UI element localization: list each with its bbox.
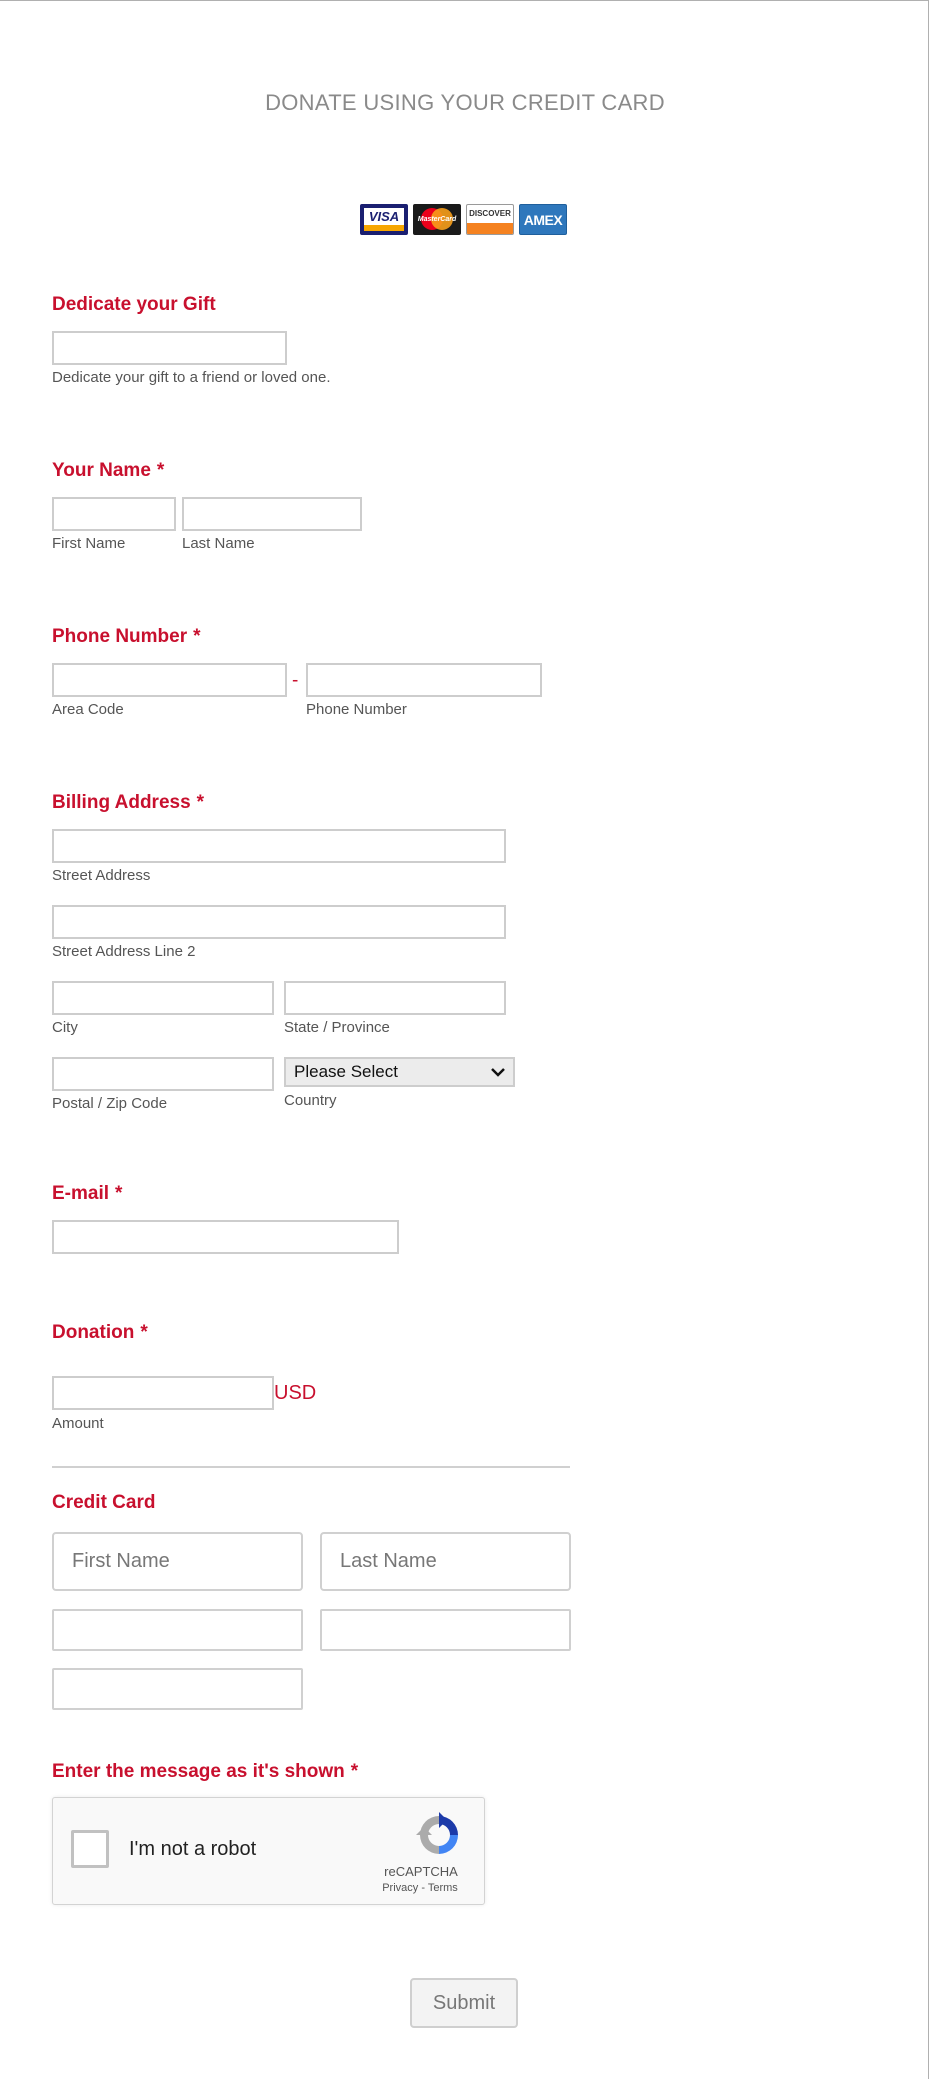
street-address-sublabel: Street Address bbox=[52, 867, 151, 884]
amount-sublabel: Amount bbox=[52, 1415, 104, 1432]
country-select-value: Please Select bbox=[294, 1062, 398, 1081]
area-code-input[interactable] bbox=[52, 663, 287, 697]
state-input[interactable] bbox=[284, 981, 506, 1015]
first-name-sublabel: First Name bbox=[52, 535, 126, 552]
country-sublabel: Country bbox=[284, 1092, 337, 1109]
visa-card-icon: VISA bbox=[360, 204, 408, 235]
email-input[interactable] bbox=[52, 1220, 399, 1254]
recaptcha-brand: reCAPTCHA bbox=[384, 1864, 458, 1879]
email-label: E-mail * bbox=[52, 1183, 123, 1204]
required-marker: * bbox=[193, 626, 201, 647]
name-label: Your Name * bbox=[52, 460, 165, 481]
card-number-input[interactable] bbox=[52, 1609, 303, 1651]
billing-label: Billing Address * bbox=[52, 792, 205, 813]
card-logos bbox=[360, 204, 567, 236]
credit-card-label: Credit Card bbox=[52, 1492, 156, 1513]
postal-code-sublabel: Postal / Zip Code bbox=[52, 1095, 168, 1112]
phone-number-sublabel: Phone Number bbox=[306, 701, 407, 718]
recaptcha-checkbox[interactable] bbox=[71, 1830, 109, 1868]
state-sublabel: State / Province bbox=[284, 1019, 390, 1036]
discover-card-icon: DISCOVER bbox=[466, 204, 514, 235]
required-marker: * bbox=[115, 1183, 123, 1204]
last-name-input[interactable] bbox=[182, 497, 362, 531]
submit-button[interactable]: Submit bbox=[410, 1978, 518, 2028]
currency-label: USD bbox=[274, 1382, 317, 1404]
cc-last-name-input[interactable] bbox=[320, 1532, 571, 1591]
recaptcha-logo-icon bbox=[416, 1812, 462, 1858]
link-separator: - bbox=[418, 1882, 428, 1894]
dedicate-label: Dedicate your Gift bbox=[52, 294, 216, 315]
required-marker: * bbox=[140, 1322, 148, 1343]
cc-first-name-input[interactable] bbox=[52, 1532, 303, 1591]
mastercard-card-icon: MasterCard bbox=[413, 204, 461, 235]
expiration-input[interactable] bbox=[52, 1668, 303, 1710]
recaptcha-links bbox=[370, 1882, 470, 1894]
street-address-2-input[interactable] bbox=[52, 905, 506, 939]
captcha-label: Enter the message as it's shown * bbox=[52, 1761, 359, 1782]
required-marker: * bbox=[196, 792, 205, 813]
first-name-input[interactable] bbox=[52, 497, 176, 531]
phone-label: Phone Number * bbox=[52, 626, 201, 647]
required-marker: * bbox=[156, 460, 165, 481]
cc-last-name-placeholder: Last Name bbox=[340, 1550, 437, 1572]
chevron-down-icon bbox=[491, 1064, 505, 1080]
area-code-sublabel: Area Code bbox=[52, 701, 124, 718]
street-address-2-sublabel: Street Address Line 2 bbox=[52, 943, 196, 960]
phone-separator: - bbox=[292, 670, 299, 691]
terms-link[interactable]: Terms bbox=[427, 1882, 458, 1894]
donation-label: Donation * bbox=[52, 1322, 148, 1343]
required-marker: * bbox=[350, 1761, 359, 1782]
cc-first-name-placeholder: First Name bbox=[72, 1550, 170, 1572]
city-sublabel: City bbox=[52, 1019, 78, 1036]
section-divider bbox=[52, 1466, 570, 1468]
street-address-input[interactable] bbox=[52, 829, 506, 863]
phone-number-input[interactable] bbox=[306, 663, 542, 697]
privacy-link[interactable]: Privacy bbox=[382, 1882, 419, 1894]
form-title: DONATE USING YOUR CREDIT CARD bbox=[265, 90, 665, 115]
security-code-input[interactable] bbox=[320, 1609, 571, 1651]
postal-code-input[interactable] bbox=[52, 1057, 274, 1091]
donation-amount-input[interactable] bbox=[52, 1376, 274, 1410]
recaptcha-text: I'm not a robot bbox=[129, 1838, 257, 1860]
city-input[interactable] bbox=[52, 981, 274, 1015]
country-select[interactable] bbox=[284, 1057, 515, 1087]
last-name-sublabel: Last Name bbox=[182, 535, 255, 552]
recaptcha-widget bbox=[52, 1797, 485, 1905]
dedicate-help: Dedicate your gift to a friend or loved one. bbox=[52, 369, 331, 386]
amex-card-icon: AMEX bbox=[519, 204, 567, 235]
dedicate-input[interactable] bbox=[52, 331, 287, 365]
